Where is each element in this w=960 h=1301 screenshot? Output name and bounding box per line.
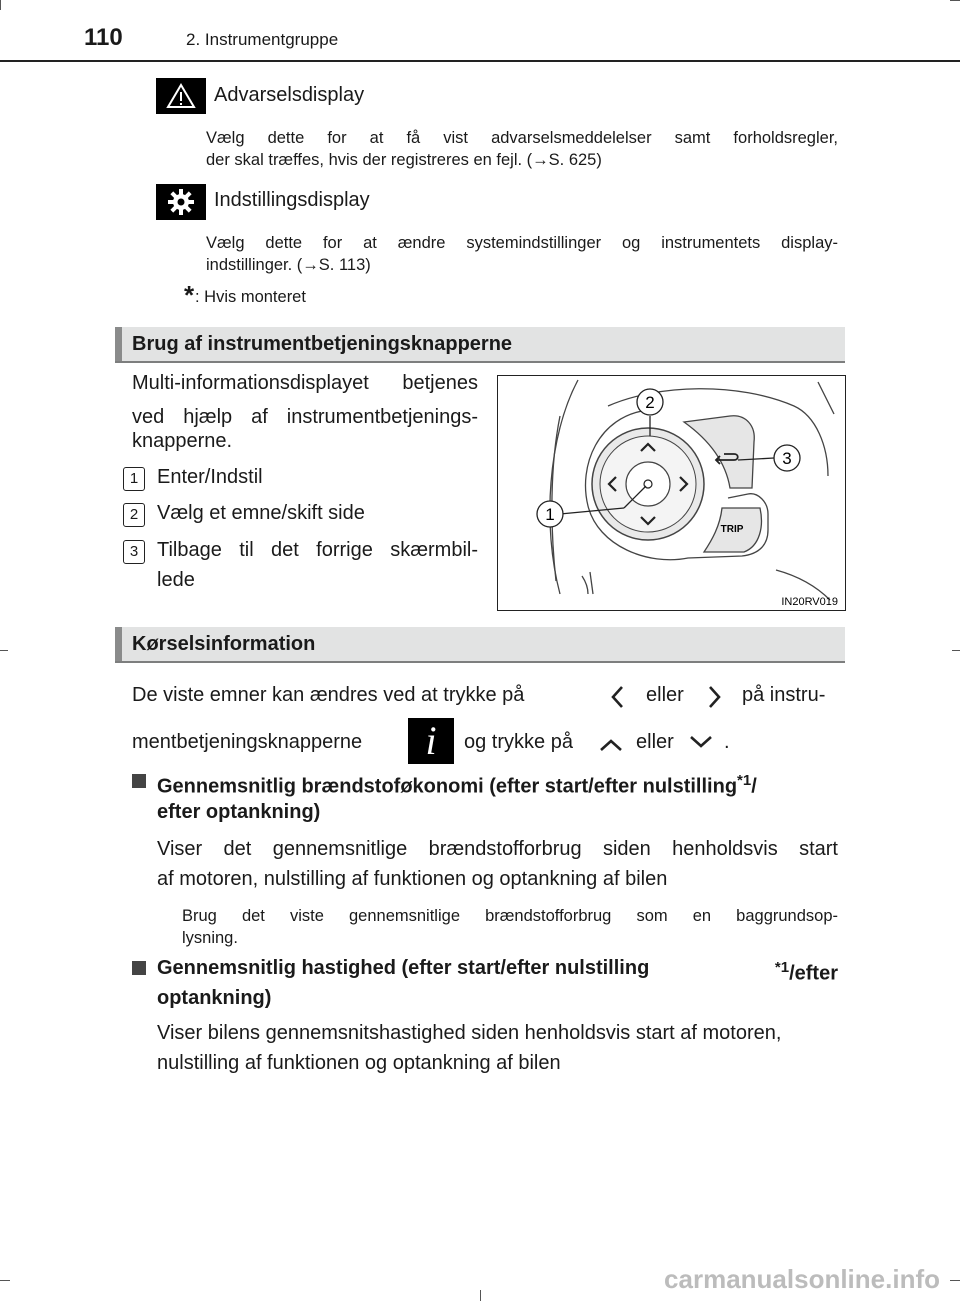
- footnote-text: : Hvis monteret: [195, 288, 306, 306]
- display-desc-settings-line1: Vælg dette for at ændre systemindstillinger og instrumentets display-: [206, 234, 838, 252]
- crop-mark: [950, 0, 960, 1]
- display-desc-warning-line2: der skal træffes, hvis der registreres en fejl. (→S. 625): [206, 151, 602, 169]
- steering-switch-figure: [497, 375, 846, 611]
- item-body-line2: nulstilling af funktionen og optankning af bilen: [157, 1052, 561, 1074]
- display-desc-settings-line2: indstillinger. (→S. 113): [206, 256, 371, 274]
- info-icon: i: [408, 718, 454, 764]
- watermark: carmanualsonline.info: [664, 1264, 940, 1294]
- item-heading-text: Gennemsnitlig hastighed (efter start/efter nulstilling: [157, 957, 650, 979]
- intro-line3: knapperne.: [132, 430, 233, 452]
- page-number: 110: [84, 24, 123, 51]
- item-body-line1: Viser bilens gennemsnitshastighed siden henholdsvis start af motoren,: [157, 1022, 782, 1044]
- left-arrow-icon: [608, 684, 628, 710]
- driving-info-text: eller: [636, 731, 674, 753]
- callout-2-label: 2: [645, 393, 655, 412]
- item-number: 2: [123, 503, 145, 527]
- item-heading-text: /efter: [789, 962, 838, 985]
- gear-icon: [156, 184, 206, 220]
- callout-3-label: 3: [782, 449, 792, 468]
- section-heading-driving-info: [115, 627, 845, 663]
- item-note-line2: lysning.: [182, 929, 238, 947]
- footnote-ref: *1: [737, 772, 752, 789]
- item-body-line2: af motoren, nulstilling af funktionen og optankning af bilen: [157, 868, 668, 890]
- driving-info-text: på instru-: [742, 684, 826, 706]
- item-text: Enter/Indstil: [157, 466, 263, 488]
- item-number: 1: [123, 467, 145, 491]
- driving-info-text: eller: [646, 684, 684, 706]
- footnote-ref: *1: [774, 959, 790, 976]
- footnote-star: *: [184, 280, 195, 310]
- section-title: Brug af instrumentbetjeningsknapperne: [132, 333, 513, 355]
- section-accent: [115, 327, 122, 361]
- right-arrow-icon: [704, 684, 724, 710]
- down-arrow-icon: [688, 734, 714, 750]
- bullet-square: [132, 774, 146, 788]
- item-number: 3: [123, 540, 145, 564]
- item-heading-line2: efter optankning): [157, 801, 321, 823]
- bullet-square: [132, 961, 146, 975]
- item-text: Tilbage til det forrige skærmbil-: [157, 539, 478, 561]
- driving-info-text: og trykke på: [464, 731, 573, 753]
- intro-line2: ved hjælp af instrumentbetjenings-: [132, 406, 478, 428]
- driving-info-text: De viste emner kan ændres ved at trykke på: [132, 684, 525, 706]
- header-divider: [0, 60, 960, 62]
- figure-code: IN20RV019: [781, 596, 838, 608]
- display-desc-warning-line1: Vælg dette for at få vist advarselsmeddelelser samt forholdsregler,: [206, 129, 838, 147]
- driving-info-text: mentbetjeningsknapperne: [132, 731, 363, 753]
- item-heading-text: /: [751, 775, 757, 798]
- callout-1-label: 1: [545, 505, 555, 524]
- item-note-line1: Brug det viste gennemsnitlige brændstofforbrug som en baggrundsop-: [182, 907, 838, 925]
- crop-mark: [950, 1280, 960, 1281]
- warning-triangle-icon: [156, 78, 206, 114]
- item-heading-line2: optankning): [157, 987, 272, 1009]
- section-accent: [115, 627, 122, 661]
- item-heading-text: Gennemsnitlig brændstoføkonomi (efter start/efter nulstilling: [157, 775, 738, 798]
- crop-mark: [0, 0, 1, 10]
- item-body-line1: Viser det gennemsnitlige brændstofforbrug siden henholdsvis start: [157, 838, 838, 860]
- section-heading-controls: [115, 327, 845, 363]
- section-title: Kørselsinformation: [132, 633, 316, 655]
- intro-line1: Multi-informationsdisplayet betjenes: [132, 372, 478, 394]
- chapter-title: 2. Instrumentgruppe: [186, 30, 339, 49]
- steering-switch-illustration: [498, 376, 845, 610]
- crop-mark: [480, 1290, 481, 1301]
- item-text: Vælg et emne/skift side: [157, 502, 365, 524]
- up-arrow-icon: [598, 737, 624, 753]
- display-title-settings: Indstillingsdisplay: [214, 189, 370, 211]
- item-text: lede: [157, 569, 195, 591]
- crop-mark: [0, 650, 8, 651]
- crop-mark: [0, 1280, 10, 1281]
- display-title-warning: Advarselsdisplay: [214, 84, 365, 106]
- trip-label: TRIP: [720, 524, 744, 535]
- crop-mark: [952, 650, 960, 651]
- driving-info-text: .: [724, 731, 730, 753]
